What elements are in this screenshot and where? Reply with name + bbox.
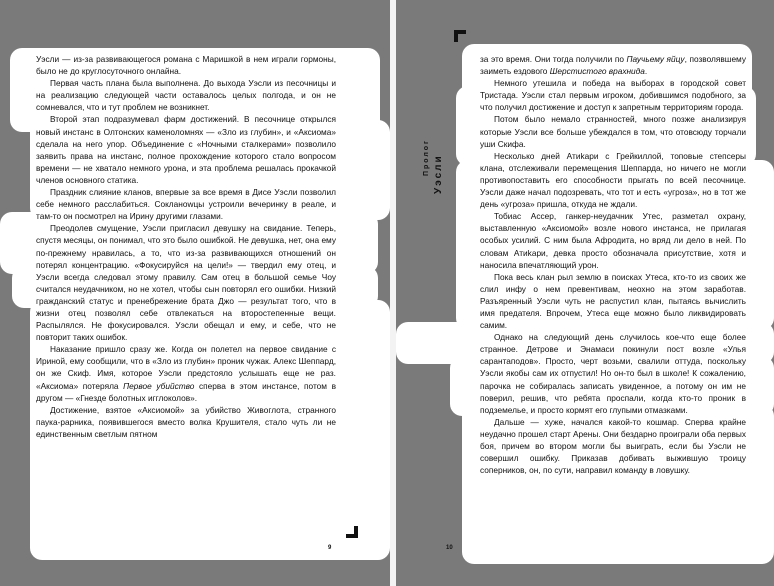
paragraph: Дальше — хуже, начался какой-то кошмар. Сперва крайне неудачно прошел старт Арены. Они бездарно проиграли оба первых боя, причем во втором могли бы выиграть, если бы Уэсли не совершил ошибку. Приказав добивать выжившую троицу соперников, он, по сути, направил команду в ловушку. <box>480 416 746 476</box>
corner-mark-icon <box>454 30 466 42</box>
right-page-text <box>480 53 746 476</box>
paragraph: Второй этап подразумевал фарм достижений. В песочнице открылся новый инстанс в Олтонских каменоломнях — «Зло из глубин», и «Аксиома» сделала на него упор. Объединение с «Ночными сталкерами» позволило заявить права на инстанс, полное прохождение которого стало вопросом времени — не хватало немного урона, и эта проблема решалась прокачкой членов основного статика. <box>36 114 336 185</box>
paragraph: за это время. Они тогда получили по Паучьему яйцу, позволявшему заиметь ездового Шерстистого враxнида. <box>480 54 747 77</box>
paragraph: Потом было немало странностей, много позже анализируя которые Уэсли все больше убеждался в том, что отовсюду торчали уши Скифа. <box>480 114 746 149</box>
chapter-side-label <box>423 110 443 210</box>
paragraph: Тобиас Ассер, ганкер-неудачник Утес, разметал охрану, выставленную «Аксиомой» возле нового инстанса, не прилагая особых усилий. С ним была Афродита, но вряд ли дело в ней. По словам Атиkари, девка просто обозначала присутствие, хотя и наносила впечатляющий урон. <box>480 211 746 270</box>
paragraph: Уэсли — из-за развивающегося романа с Маришкой в нем играли гормоны, было не до круглосуточного онлайна. <box>36 54 336 77</box>
left-page-text <box>36 53 336 440</box>
paragraph: Первая часть плана была выполнена. До выхода Уэсли из песочницы и на реализацию следующей части оставалось целых полгода, и он не сомневался, что и тут проблем не возникнет. <box>36 78 336 113</box>
page-number: 10 <box>446 545 453 551</box>
chapter-label: Пролог <box>423 139 430 176</box>
chapter-title: Уэсли <box>433 154 444 194</box>
paragraph: Пока весь клан рыл землю в поисках Утеса, кто-то из своих же слил инфу о нем превентивам, неохно на этом заработав. Разъяренный Уэсли чуть не распустил клан, пытаясь вычислить имя предателя. Впрочем, Утеса еще можно было ликвидировать самим. <box>480 271 746 331</box>
paragraph: Несколько дней Атиkари с Грейкиллой, топовые степсеры клана, отслеживали перемещения Шеппарда, но ничего не могли противопоставить его способности прыгать по всей песочнице. Уэсли даже начал подозревать, что тот и есть «угроза», но в тот же день «угроза» пришла, откуда не ждали. <box>480 150 746 210</box>
page-number: 9 <box>328 545 332 551</box>
paragraph: Наказание пришло сразу же. Когда он полетел на первое свидание с Ириной, ему сообщили, что в «Зло из глубин» проник чужак. Алекс Шеппард, он же Скиф. Имя, которое Уэсли предстояло услышать еще не раз. «Аксиома» потеряла Первое убийство сперва в этом инстансе, потом в другом — «Гнезде болотных игглоколов». <box>36 344 336 403</box>
corner-mark-icon <box>346 526 358 538</box>
paragraph: Преодолев смущение, Уэсли пригласил девушку на свидание. Теперь, спустя месяцы, он понимал, что это было ошибкой. Не девушка, нет, она ему по-прежнему нравилась, а то, что из-за развивающихся отношений он потерял концентрацию. «Фокусируйся на цели!» — твердил ему отец, и Уэсли всегда следовал этому правилу. Сам отец в большой семье Чоу считался неудачником, но не хотел, чтобы сын повторял его ошибки. Низкий гражданский статус и пренебрежение брата Джо — результат того, что в жизни отец позволял себе отвлекаться на второстепенные вещи. Распылялся. Не фокусировался. Уэсли обещал и ему, и себе, что не повторит таких ошибок. <box>36 223 336 343</box>
paragraph: Однако на следующий день случилось кое-что еще более странное. Детрове и Энамаси покинули пост возле «Улья сарантаподов». Просто, черт возьми, свалили оттуда, поскольку Уэсли якобы сам их отпустил! Но он-то был в школе! К сожалению, парочка не собиралась записать увиденное, а потому он им не поверил, решив, что ребята проспали, когда кто-то проник в подземелье, и просто кормят его глупыми отмазками. <box>480 332 746 415</box>
right-page <box>396 0 774 586</box>
paragraph: Немного утешила и победа на выборах в городской совет Тристада. Уэсли стал первым игроком, добившимся подобного, за что получил достижение и доступ к запретным территориям города. <box>480 78 746 113</box>
paragraph: Праздник слияние кланов, впервые за все время в Дисе Уэсли позволил себе немного расслабиться. Сокланowцы устроили вечеринку в реале, и там-то он посмотрел на Ирину другими глазами. <box>36 187 336 222</box>
paragraph: Достижение, взятое «Аксиомой» за убийство Живоглота, странного паука-рарника, появившегося вместо волка Крушителя, стало чуть ли не единственным светлым пятном <box>36 404 336 439</box>
